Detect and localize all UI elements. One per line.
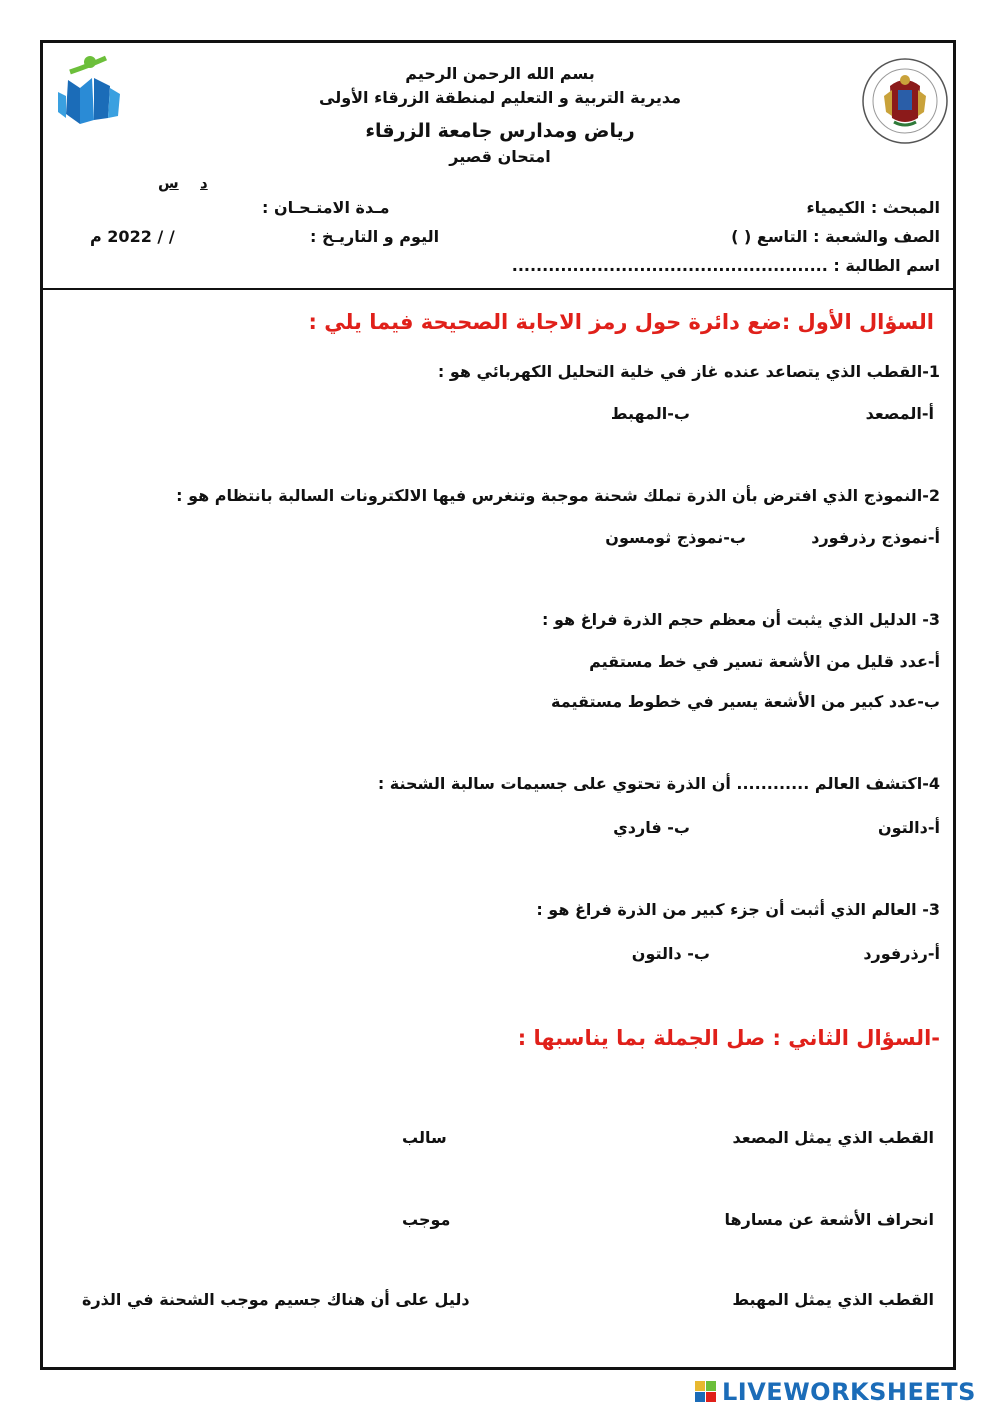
footer-brand[interactable]: LIVEWORKSHEETS — [722, 1378, 976, 1406]
q1-item3-option-b[interactable]: ب-عدد كبير من الأشعة يسير في خطوط مستقيمة — [551, 692, 940, 711]
q1-item2-text: 2-النموذج الذي افترض بأن الذرة تملك شحنة موجبة وتنغرس فيها الالكترونات السالبة بانتظام هو : — [176, 486, 940, 505]
q2-right-item2[interactable]: موجب — [402, 1210, 451, 1229]
school-name: رياض ومدارس جامعة الزرقاء — [365, 120, 635, 142]
q1-item5-text: 3- العالم الذي أثبت أن جزء كبير من الذرة فراغ هو : — [536, 900, 940, 919]
q1-item1-option-a[interactable]: أ-المصعد — [865, 404, 934, 423]
q1-item4-option-b[interactable]: ب- فاردي — [613, 818, 690, 837]
exam-duration-label: مـدة الامتـحـان : — [262, 198, 390, 217]
q2-right-item1[interactable]: سالب — [402, 1128, 447, 1147]
q1-item1-text: 1-القطب الذي يتصاعد عنده غاز في خلية التحليل الكهربائي هو : — [437, 362, 940, 381]
minutes-unit: د — [200, 174, 208, 192]
q2-right-item3[interactable]: دليل على أن هناك جسيم موجب الشحنة في الذرة — [82, 1290, 470, 1309]
date-label: اليوم و التاريـخ : — [310, 227, 440, 246]
q2-left-item1[interactable]: القطب الذي يمثل المصعد — [732, 1128, 934, 1147]
liveworksheets-logo-icon — [695, 1381, 717, 1403]
q2-left-item2[interactable]: انحراف الأشعة عن مسارها — [724, 1210, 934, 1229]
ministry-seal-icon — [860, 56, 950, 146]
education-logo-icon — [50, 48, 128, 132]
basmala: بسم الله الرحمن الرحيم — [405, 64, 595, 83]
directorate-name: مديرية التربية و التعليم لمنطقة الزرقاء الأولى — [319, 88, 681, 107]
q1-item2-option-b[interactable]: ب-نموذج ثومسون — [605, 528, 746, 547]
grade-section-label: الصف والشعبة : التاسع ( ) — [731, 227, 940, 246]
header-divider — [40, 288, 956, 290]
hours-unit: س — [158, 174, 179, 192]
date-value: / / 2022 م — [90, 227, 175, 246]
q1-item3-text: 3- الدليل الذي يثبت أن معظم حجم الذرة فراغ هو : — [541, 610, 940, 629]
q1-item5-option-b[interactable]: ب- دالتون — [631, 944, 710, 963]
q1-item4-text: 4-اكتشف العالم ............ أن الذرة تحتوي على جسيمات سالبة الشحنة : — [377, 774, 940, 793]
q1-item4-option-a[interactable]: أ-دالتون — [877, 818, 940, 837]
q1-item5-option-a[interactable]: أ-رذرفورد — [863, 944, 940, 963]
subject-label: المبحث : الكيمياء — [806, 198, 940, 217]
q1-item1-option-b[interactable]: ب-المهبط — [610, 404, 690, 423]
student-name-field[interactable]: اسم الطالبة : .................................................... — [511, 256, 940, 275]
q1-item2-option-a[interactable]: أ-نموذج رذرفورد — [811, 528, 940, 547]
q2-left-item3[interactable]: القطب الذي يمثل المهبط — [732, 1290, 934, 1309]
q1-item3-option-a[interactable]: أ-عدد قليل من الأشعة تسير في خط مستقيم — [589, 652, 940, 671]
question2-title: -السؤال الثاني : صل الجملة بما يناسبها : — [517, 1026, 940, 1050]
question1-title: السؤال الأول :ضع دائرة حول رمز الاجابة الصحيحة فيما يلي : — [308, 310, 934, 334]
exam-type: امتحان قصير — [449, 147, 551, 166]
